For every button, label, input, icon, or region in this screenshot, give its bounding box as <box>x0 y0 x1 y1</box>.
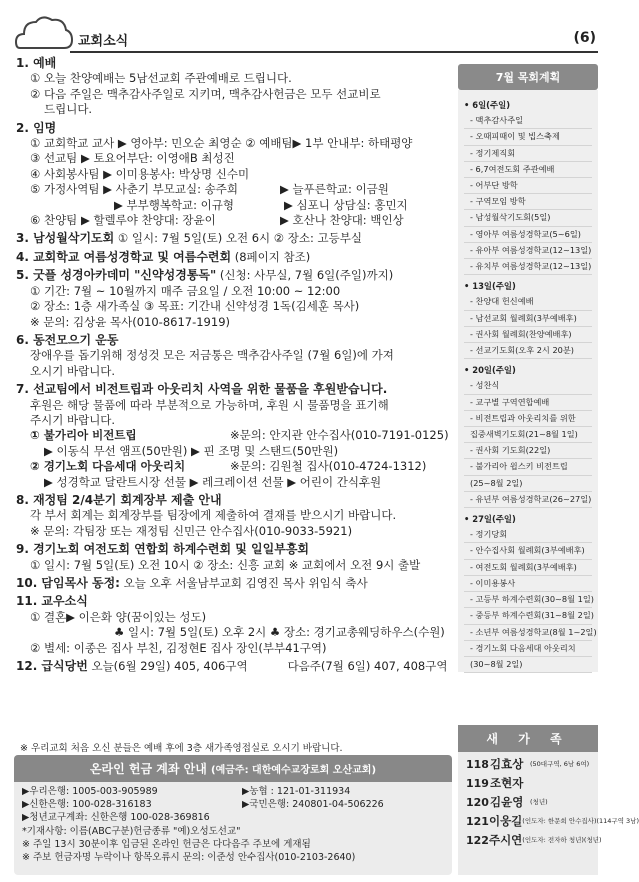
news-item <box>16 268 450 330</box>
member-note: (50대구역, 6남 6여) <box>530 760 590 768</box>
news-item-text: ♣ 일시: 7월 5일(토) 오후 2시 ♣ 장소: 경기교총웨딩하우스(수원) <box>114 625 445 640</box>
news-item-line <box>16 182 450 197</box>
member-number: 118 <box>466 757 489 771</box>
account-row <box>22 811 444 824</box>
plan-item: - 고등부 하계수련회(30~8월 1일) <box>464 592 592 608</box>
news-item-heading <box>16 56 450 71</box>
news-item-line <box>16 444 450 459</box>
plan-date: • 13일(주일) <box>464 281 516 292</box>
plan-item: - 구역모임 방학 <box>464 194 592 210</box>
plan-item: - 6,7여전도회 주관예배 <box>464 162 592 178</box>
plan-item: (30~8월 2일) <box>464 657 592 673</box>
new-family-member <box>466 756 590 772</box>
account-text: ▶우리은행: 1005-003-905989 <box>22 786 158 797</box>
plan-item: - 불가리아 윕스키 비전트립 <box>464 459 592 475</box>
news-item-text: ① 교회학교 교사 ▶ 영아부: 민오순 최영순 ② 예배팀▶ 1부 안내부: 하태평양 <box>30 136 413 151</box>
news-item <box>16 56 450 118</box>
news-item-heading <box>16 576 450 591</box>
news-item-text: ▶ 부부행복학교: 이규형 <box>114 197 235 212</box>
plan-item: - 어부단 방학 <box>464 178 592 194</box>
member-name: 조현자 <box>490 776 524 790</box>
news-item-line <box>16 213 450 228</box>
news-item-text: 후원은 해당 물품에 따라 부분적으로 가능하며, 후원 시 물품명을 표기해 <box>30 397 389 412</box>
news-item-title: 5. 굿플 성경아카데미 "신약성경통독" <box>16 268 217 283</box>
member-name: 김윤영 <box>490 795 524 809</box>
news-item-line <box>16 524 450 539</box>
news-item-line <box>16 102 450 117</box>
news-item-line <box>16 315 450 330</box>
news-item-line <box>16 71 450 86</box>
account-row <box>22 838 444 851</box>
news-item-heading <box>16 121 450 136</box>
news-item-heading <box>16 382 450 397</box>
news-item-line <box>16 348 450 363</box>
news-item-line <box>16 641 450 656</box>
news-item-text: ▶ 성경학교 달란트시장 선물 ▶ 레크레이션 선물 ▶ 어린이 간식후원 <box>44 474 382 489</box>
account-text-2: ▶농협 : 121-01-311934 <box>242 786 351 797</box>
news-item-line <box>16 508 450 523</box>
plan-item: - 영아부 여름성경학교(5~6일) <box>464 227 592 243</box>
page-number: (6) <box>573 30 596 46</box>
plan-item: - 선교기도회(오후 2시 20분) <box>464 343 592 359</box>
account-row <box>22 825 444 838</box>
account-text: ▶청년교구계좌: 신한은행 100-028-369816 <box>22 812 210 824</box>
monthly-plan-list <box>458 90 598 672</box>
online-offering-title: 온라인 헌금 계좌 안내 <box>89 762 207 776</box>
plan-item: (25~8월 2일) <box>464 476 592 492</box>
news-item-title: 10. 담임목사 동정: <box>16 576 120 590</box>
news-item-line <box>16 364 450 379</box>
news-item-heading <box>16 594 450 609</box>
news-item-text: ① 불가리아 비전트립 <box>30 428 137 443</box>
plan-item: - 맥추감사주일 <box>464 113 592 129</box>
news-item-heading <box>16 333 450 348</box>
news-item-inline: (신청: 사무실, 7월 6일(주일)까지) <box>216 268 394 283</box>
account-row <box>22 851 444 864</box>
member-number: 119 <box>466 776 489 790</box>
member-number: 122 <box>466 833 489 847</box>
news-item-heading <box>16 493 450 508</box>
news-item-text: 주시기 바랍니다. <box>30 412 116 427</box>
plan-item: - 남선교회 월례회(3부예배후) <box>464 311 592 327</box>
news-item <box>16 659 450 674</box>
news-item-heading <box>16 659 450 674</box>
news-item-text: ※ 문의: 각팀장 또는 재정팀 신민근 안수집사(010-9033-5921) <box>30 523 353 538</box>
new-family-list <box>458 752 639 855</box>
news-item-heading <box>16 268 450 283</box>
news-item <box>16 594 450 656</box>
plan-date: • 6일(주일) <box>464 100 511 110</box>
newcomer-notice: ※ 우리교회 처음 오신 분들은 예배 후에 3층 새가족영접실로 오시기 바랍니다. <box>20 743 343 754</box>
news-item <box>16 250 450 265</box>
plan-item: - 정기제직회 <box>464 146 592 162</box>
news-item-text: ② 경기노회 다음세대 아웃리치 <box>30 459 186 474</box>
news-item-text: 오시기 바랍니다. <box>30 363 116 378</box>
news-item-text: ⑤ 가정사역팀 ▶ 사춘기 부모교실: 송주희 <box>30 182 238 197</box>
page-section-title: 교회소식 <box>78 34 129 49</box>
news-item-title: 2. 임명 <box>16 120 57 135</box>
plan-item: - 이미용봉사 <box>464 576 592 592</box>
news-item <box>16 542 450 573</box>
account-text: *기재사항: 이름(ABC구분)헌금종류 "예)오성도선교" <box>22 825 241 837</box>
plan-item: - 중등부 하계수련회(31~8월 2일) <box>464 608 592 624</box>
online-offering-box <box>14 755 452 875</box>
news-item-heading <box>16 231 450 246</box>
plan-item: - 남성월삭기도회(5일) <box>464 210 592 226</box>
news-item-text: ⑥ 찬양팀 ▶ 할렐루야 찬양대: 장윤이 <box>30 213 216 228</box>
plan-item: - 정기당회 <box>464 527 592 543</box>
news-item-title: 11. 교우소식 <box>16 594 88 609</box>
news-item <box>16 231 450 246</box>
header-divider <box>70 51 598 53</box>
plan-item: - 권사회 월례회(찬양예배후) <box>464 327 592 343</box>
plan-item: - 찬양대 헌신예배 <box>464 294 592 310</box>
news-item-line <box>16 413 450 428</box>
member-number: 120 <box>466 795 489 809</box>
news-item-heading <box>16 250 450 265</box>
plan-item: - 비전트립과 아웃리치를 위한 <box>464 411 592 427</box>
news-item-inline: 오늘 오후 서울남부교회 김영진 목사 위임식 축사 <box>119 576 368 590</box>
news-item-line <box>16 459 450 474</box>
new-family-member <box>466 832 602 848</box>
news-item-line <box>16 625 450 640</box>
news-item-inline: (8페이지 참조) <box>231 249 311 264</box>
news-item-text: ① 기간: 7월 ~ 10월까지 매주 금요일 / 오전 10:00 ~ 12:00 <box>30 283 341 298</box>
online-offering-accounts <box>14 782 452 867</box>
news-item-text: ※ 문의: 김상윤 목사(010-8617-1919) <box>30 314 230 329</box>
plan-item: - 유치부 여름성경학교(12~13일) <box>464 259 592 275</box>
account-text: ※ 주보 헌금자명 누락이나 항목오류시 문의: 이준성 안수집사(010-2103-2640) <box>22 852 356 864</box>
member-name: 주시연 <box>488 833 523 847</box>
news-item-line <box>16 284 450 299</box>
news-item-text-2: ▶ 호산나 찬양대: 백인상 <box>280 213 404 228</box>
news-item <box>16 121 450 229</box>
news-item-line <box>16 610 450 625</box>
new-family-box <box>458 725 639 875</box>
member-note: (청년) <box>530 798 548 806</box>
news-item <box>16 333 450 379</box>
news-item-text: ③ 선교팀 ▶ 토요어부단: 이영애B 최성진 <box>30 151 235 166</box>
news-item-text-2: ※문의: 김원철 집사(010-4724-1312) <box>230 459 427 474</box>
plan-date: • 27일(주일) <box>464 514 516 525</box>
news-item-title: 7. 선교팀에서 비전트립과 아웃리치 사역을 위한 물품을 후원받습니다. <box>16 382 388 397</box>
plan-date: • 20일(주일) <box>464 365 516 376</box>
account-text-2: ▶국민은행: 240801-04-506226 <box>242 799 384 811</box>
news-item-text: 각 부서 회계는 회계장부를 팀장에게 제출하여 결재를 받으시기 바랍니다. <box>30 508 397 523</box>
news-item-line <box>16 299 450 314</box>
cloud-icon <box>14 12 74 52</box>
plan-item: - 소년부 여름성경학교(8월 1~2일) <box>464 625 592 641</box>
member-number: 121 <box>466 814 489 828</box>
news-item-text: 드립니다. <box>44 102 93 117</box>
news-item-text: ▶ 이동식 무선 앰프(50만원) ▶ 핀 조명 및 스탠드(50만원) <box>44 443 339 458</box>
news-item-title: 3. 남성월삭기도회 <box>16 231 115 246</box>
news-item-text: ② 별세: 이종은 집사 부친, 김정현E 집사 장인(부부41구역) <box>30 640 327 655</box>
plan-item: - 안수집사회 월례회(3부예배후) <box>464 543 592 559</box>
account-row <box>22 798 444 811</box>
plan-item: - 권사회 기도회(22일) <box>464 443 592 459</box>
news-item-text: ① 일시: 7월 5일(토) 오전 10시 ② 장소: 신흥 교회 ※ 교회에서 오전 9시 출발 <box>30 557 421 572</box>
news-item-title: 6. 동전모으기 운동 <box>16 332 119 347</box>
news-item-inline-2: 다음주(7월 6일) 407, 408구역 <box>287 659 448 674</box>
news-item-text-2: ▶ 늘푸른학교: 이금원 <box>280 182 389 197</box>
news-item-line <box>16 151 450 166</box>
news-item-line <box>16 398 450 413</box>
account-text: ※ 주일 13시 30분이후 입금된 온라인 헌금은 다다음주 주보에 게재됨 <box>22 838 311 850</box>
news-item-line <box>16 87 450 102</box>
page-header <box>0 0 614 55</box>
plan-item: - 오때피때이 및 빕스축제 <box>464 129 592 145</box>
news-item <box>16 576 450 591</box>
news-item-text-2: ※문의: 안지관 안수집사(010-7191-0125) <box>230 428 449 443</box>
news-item-title: 4. 교회학교 여름성경학교 및 여름수련회 <box>16 249 232 264</box>
news-item-line <box>16 558 450 573</box>
news-item-title: 9. 경기노회 여전도회 연합회 하계수련회 및 일일부흥회 <box>16 542 310 557</box>
account-text: ▶신한은행: 100-028-316183 <box>22 799 152 811</box>
news-item-text: ① 결혼▶ 이은화 양(꿈이있는 성도) <box>30 609 207 624</box>
new-family-member <box>466 813 639 829</box>
plan-item: - 경기노회 다음세대 아웃리치 <box>464 641 592 657</box>
new-family-member <box>466 794 590 810</box>
news-item-text: ① 오늘 찬양예배는 5남선교회 주관예배로 드립니다. <box>30 71 292 86</box>
news-item-text: ② 다음 주일은 맥추감사주일로 지키며, 맥추감사헌금은 모두 선교비로 <box>30 86 381 101</box>
member-name: 김효상 <box>490 757 524 771</box>
plan-item: - 교구별 구역연합예배 <box>464 395 592 411</box>
news-item-line <box>16 428 450 443</box>
news-item-title: 8. 재정팀 2/4분기 회계장부 제출 안내 <box>16 492 222 507</box>
church-news-list <box>16 56 450 677</box>
news-item-text: 장애우를 돕기위해 정성것 모은 저금통은 맥추감사주일 (7월 6일)에 가져 <box>30 348 394 363</box>
news-item-text: ④ 사회봉사팀 ▶ 이미용봉사: 박상명 신수미 <box>30 166 250 181</box>
member-name: 이웅길 <box>488 814 523 828</box>
news-item <box>16 382 450 490</box>
new-family-title: 새 가 족 <box>458 725 598 752</box>
monthly-plan-panel <box>458 64 598 672</box>
member-note: (인도자: 한문희 안수집사)(114구역 3남) <box>522 817 639 825</box>
plan-item: - 여전도회 월례회(3부예배후) <box>464 560 592 576</box>
news-item-line <box>16 167 450 182</box>
news-item-text: ② 장소: 1층 새가족실 ③ 목표: 기간내 신약성경 1독(김세훈 목사) <box>30 299 360 314</box>
news-item-inline: ① 일시: 7월 5일(토) 오전 6시 ② 장소: 고등부실 <box>114 231 362 246</box>
monthly-plan-title: 7월 목회계획 <box>458 64 598 90</box>
online-offering-header <box>14 755 452 782</box>
member-note: (인도자: 전자하 청년)(청년) <box>522 836 602 844</box>
new-family-member <box>466 775 590 791</box>
news-item-line <box>16 136 450 151</box>
plan-item: - 유아부 여름성경학교(12~13일) <box>464 243 592 259</box>
online-offering-subtitle: (예금주: 대한예수교장로회 오산교회) <box>211 765 377 776</box>
news-item-title: 12. 급식당번 <box>16 659 88 674</box>
news-item-title: 1. 예배 <box>16 56 57 70</box>
news-item-inline: 오늘(6월 29일) 405, 406구역 <box>87 659 248 674</box>
plan-item: - 유년부 여름성경학교(26~27일) <box>464 492 592 508</box>
plan-item: - 성찬식 <box>464 378 592 394</box>
news-item-line <box>16 198 450 213</box>
account-row <box>22 785 444 798</box>
news-item-heading <box>16 542 450 557</box>
plan-item: 집중새벽기도회(21~8월 1일) <box>464 427 592 443</box>
news-item-line <box>16 475 450 490</box>
news-item-text-2: ▶ 심포니 상담실: 홍민지 <box>284 197 408 212</box>
news-item <box>16 493 450 539</box>
